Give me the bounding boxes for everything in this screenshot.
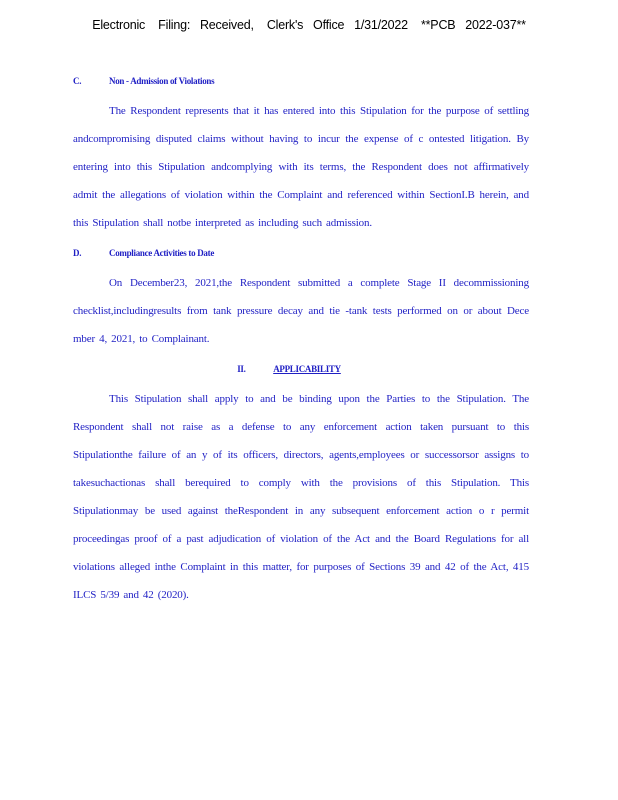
section-d-heading	[73, 244, 529, 262]
section-c-heading	[73, 72, 529, 90]
section-c-title: Non - Admission of Violations	[109, 76, 215, 86]
section-d-number: D.	[73, 248, 82, 258]
section-d-paragraph: On December23, 2021,the Respondent submitted a complete Stage II decommissioning checklist,includingresults from tank pressure decay and tie -tank tests performed on or about Dece mber 4, 2021, to Complainant.	[73, 277, 529, 345]
section-ii-heading	[73, 360, 529, 378]
section-c-number: C.	[73, 76, 82, 86]
section-d-title: Compliance Activities to Date	[109, 248, 215, 258]
document-body	[73, 72, 529, 616]
section-ii-title: APPLICABILITY	[273, 364, 341, 374]
section-ii-paragraph: This Stipulation shall apply to and be binding upon the Parties to the Stipulation. The Respondent shall not raise as a defense to any enforcement action taken pursuant to this Stipulationthe failure of an y of its officers, directors, agents,employees or successorsor assigns to takesuchactionas shall berequired to comply with the provisions of this Stipulation. This Stipulationmay be used against theRespondent in any subsequent enforcement action o r permit proceedingas proof of a past adjudication of violation of the Act and the Board Regulations for all violations alleged inthe Complaint in this matter, for purposes of Sections 39 and 42 of the Act, 415 ILCS 5/39 and 42 (2020).	[73, 393, 529, 601]
filing-stamp-header: Electronic Filing: Received, Clerk's Office 1/31/2022 **PCB 2022-037**	[92, 18, 526, 32]
section-c-paragraph: The Respondent represents that it has entered into this Stipulation for the purpose of settling andcompromising disputed claims without having to incur the expense of c ontested litigation. By entering into this Stipulation andcomplying with its terms, the Respondent does not affirmatively admit the allegations of violation within the Complaint and referenced within SectionI.B herein, and this Stipulation shall notbe interpreted as including such admission.	[73, 105, 529, 229]
section-ii-number: II.	[237, 364, 246, 374]
